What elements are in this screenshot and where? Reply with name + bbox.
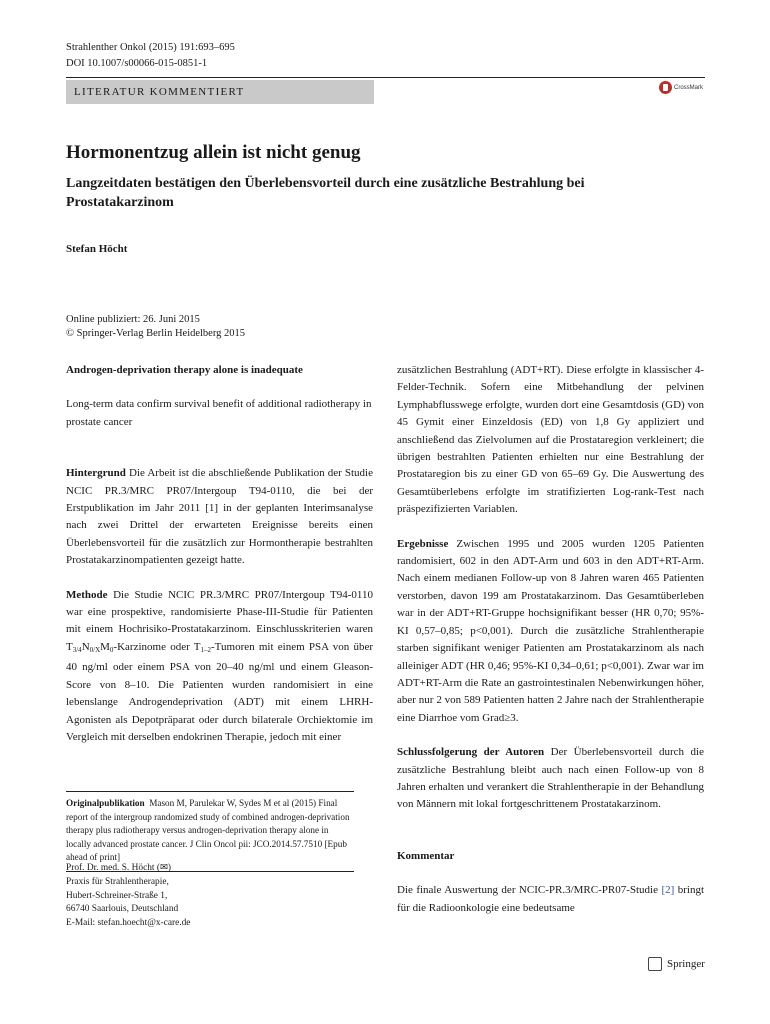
header-rule: [66, 77, 705, 78]
kommentar-text-a: Die finale Auswertung der NCIC-PR.3/MRC-PR07-Studie: [397, 884, 658, 897]
methode-text-b: N: [81, 640, 90, 653]
right-column: [397, 362, 704, 917]
springer-horse-icon: [648, 957, 662, 971]
address-city: 66740 Saarlouis, Deutschland: [66, 904, 179, 915]
article-title: Hormonentzug allein ist nicht genug: [66, 142, 361, 163]
ergebnisse-text: Zwischen 1995 und 2005 wurden 1205 Patienten randomisiert, 602 in den ADT-Arm und 603 in den ADT+RT-Arm. Nach einem medianen Follow-up von 8 Jahren waren 465 Patienten verstorben, davon 199 am Prostatakarzinom. Das Gesamtüberleben war in der ADT+RT-Gruppe hochsignifikant besser (HR 0,70; 95%-KI 0,57–0,85; p<0,001). Durch die zusätzliche Strahlentherapie starben signifikant weniger Patienten am Prostatakarzinom als nach alleiniger ADT (HR 0,46; 95%-KI 0,34–0,61; p<0,001). Zwar war im ADT+RT-Arm die Rate an gastrointestinalen Nebenwirkungen höher, aber nur 2 von 589 Patienten hatten 2 Jahre nach der Strahlentherapie eine Diarrhoe vom Grad≥3.: [397, 537, 705, 724]
address-email[interactable]: E-Mail: stefan.hoecht@x-care.de: [66, 918, 191, 929]
running-header: [66, 40, 235, 72]
hintergrund-paragraph: [66, 465, 373, 569]
original-publication-box: [66, 791, 354, 872]
kommentar-paragraph: [397, 882, 704, 917]
methode-sub-4: 1–2: [200, 645, 212, 654]
publisher-name: Springer: [667, 958, 705, 970]
original-publication: [66, 792, 354, 865]
english-subtitle: Long-term data confirm survival benefit of additional radiotherapy in prostate cancer: [66, 398, 372, 428]
crossmark-logo[interactable]: [659, 81, 703, 94]
english-title: Androgen-deprivation therapy alone is inadequate: [66, 364, 303, 376]
ergebnisse-heading: Ergebnisse: [397, 537, 449, 550]
author: Stefan Höcht: [66, 243, 128, 255]
address-street: Hubert-Schreiner-Straße 1,: [66, 890, 168, 901]
methode-text-c: M: [100, 640, 110, 653]
schluss-heading: Schlussfolgerung der Autoren: [397, 746, 545, 759]
left-column: [66, 362, 373, 746]
original-publication-heading: Originalpublikation: [66, 798, 145, 808]
hintergrund-heading: Hintergrund: [66, 467, 126, 480]
journal-citation: Strahlenther Onkol (2015) 191:693–695: [66, 42, 235, 53]
methode-sub-3: 0: [109, 645, 114, 654]
schluss-text: Der Überlebensvorteil durch die zusätzliche Bestrahlung bleibt auch nach einen Follow-up von 8 Jahren erhalten und verankert die Strahlentherapie in der Behandlung von Männern mit lokal fortgeschrittenem Prostatakarzinom.: [397, 746, 704, 811]
published-date: Online publiziert: 26. Juni 2015: [66, 314, 200, 325]
ergebnisse-paragraph: [397, 536, 704, 727]
methode-continued: zusätzlichen Bestrahlung (ADT+RT). Diese erfolgte in klassischer 4-Felder-Technik. Sofern eine Mitbehandlung der pelvinen Lymphabflusswege erfolgte, wurden dort eine Gesamtdosis (GD) von 45 Gymit einer Einzeldosis (ED) von 1,8 Gy appliziert und anschließend das Zielvolumen auf die Prostataregion verkleinert; die übrigen bestrahlten Patienten erhielten nur eine Bestrahlung der Prostataregion bis zu einer GD von 65–69 Gy. Die Auswertung des Gesamtüberlebens erfolgte im stratifizierten Log-rank-Test nach präspezifizierten Variablen.: [397, 364, 704, 516]
hintergrund-text: Die Arbeit ist die abschließende Publikation der Studie NCIC PR.3/MRC PR07/Intergoup T94-0110, die bei der Erstpublikation im Jahr 2011 [1] in der geplanten Interimsanalyse nach zwei Drittel der erwarteten Ereignisse bereits einen Überlebensvorteil für die zusätzlich zur Hormontherapie bestrahlten Prostatakarzinompatienten gezeigt hatte.: [66, 467, 373, 567]
methode-paragraph: [66, 587, 373, 747]
address-name: Prof. Dr. med. S. Höcht (✉): [66, 863, 171, 873]
publication-meta: [66, 313, 245, 341]
reference-link[interactable]: [2]: [661, 884, 675, 897]
methode-sub-2: 0/X: [89, 645, 101, 654]
methode-text-e: -Tumoren mit einem PSA von über 40 ng/ml oder einem PSA von 20–40 ng/ml und einem Gleason-Score von 8–10. Die Patienten wurden randomisiert in eine lebenslange Androgendeprivation (ADT) mit einem LHRH-Agonisten als Depotpräparat oder durch bilaterale Orchiektomie im Vergleich mit derselben endokrinen Therapie, jedoch mit einer: [66, 640, 373, 743]
kommentar-text-b: bringt für die Radioonkologie eine bedeutsame: [397, 884, 705, 914]
copyright: © Springer-Verlag Berlin Heidelberg 2015: [66, 328, 246, 339]
doi: DOI 10.1007/s00066-015-0851-1: [66, 58, 208, 69]
schluss-paragraph: [397, 744, 704, 814]
correspondence-address: [66, 862, 190, 931]
crossmark-label: CrossMark: [674, 84, 704, 91]
original-publication-text: Mason M, Parulekar W, Sydes M et al (2015) Final report of the intergroup randomized study of combined androgen-deprivation therapy plus radiotherapy versus androgen-deprivation therapy alone in locally advanced prostate cancer. J Clin Oncol pii: JCO.2014.57.7510 [Epub ahead of print]: [66, 798, 350, 863]
article-subtitle: Langzeitdaten bestätigen den Überlebensvorteil durch eine zusätzliche Bestrahlung bei Prostatakarzinom: [66, 176, 585, 210]
methode-text-d: -Karzinome oder T: [113, 640, 201, 653]
publisher-footer: [648, 957, 705, 971]
section-banner: LITERATUR KOMMENTIERT: [66, 80, 374, 104]
methode-text-a: Die Studie NCIC PR.3/MRC PR07/Intergoup T94-0110 war eine prospektive, randomisierte Phase-III-Studie für Patienten mit einem Hochrisiko-Prostatakarzinom. Einschlusskriterien waren T: [66, 588, 374, 653]
methode-sub-1: 3/4: [72, 645, 82, 654]
kommentar-heading: Kommentar: [397, 849, 455, 862]
methode-heading: Methode: [66, 588, 108, 601]
crossmark-icon: [659, 81, 672, 94]
address-practice: Praxis für Strahlentherapie,: [66, 876, 169, 887]
